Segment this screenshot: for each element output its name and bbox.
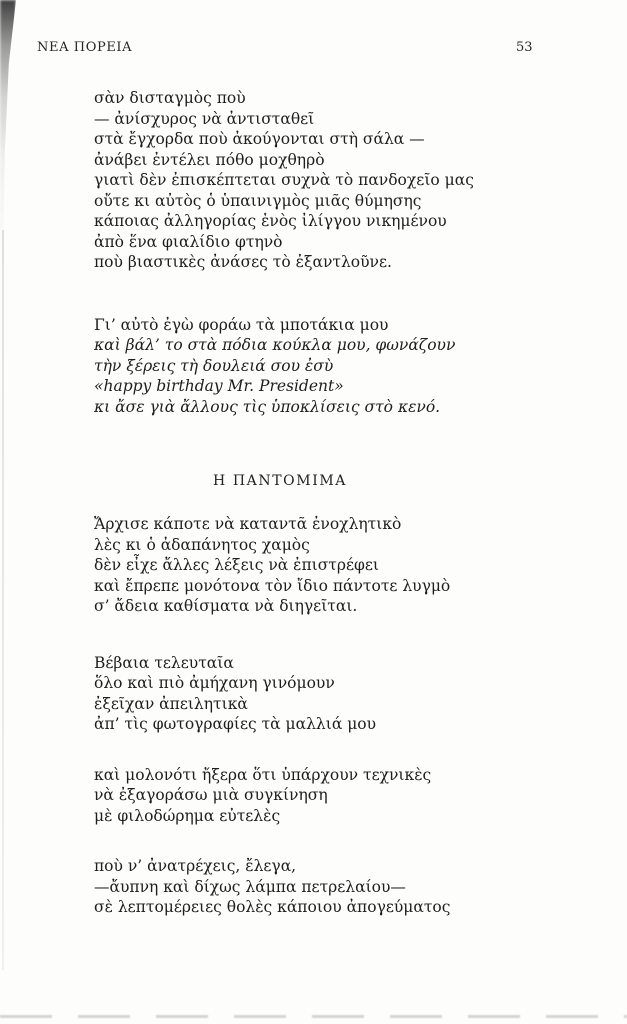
pantomime-stanza-2 bbox=[94, 653, 534, 735]
poem-fragment-stanza-1 bbox=[94, 88, 534, 273]
poem-line: ἐξεῖχαν ἀπειλητικὰ bbox=[94, 694, 248, 713]
poem-line: σ’ ἄδεια καθίσματα νὰ διηγεῖται. bbox=[94, 597, 358, 615]
poem-line: νὰ ἐξαγοράσω μιὰ συγκίνηση bbox=[94, 786, 328, 804]
poem-line: λὲς κι ὁ ἀδαπάνητος χαμὸς bbox=[94, 535, 310, 554]
poem-line: Ἄρχισε κάποτε νὰ καταντᾶ ἐνοχλητικὸ bbox=[94, 515, 402, 533]
poem-line: Γι’ αὐτὸ ἐγὼ φοράω τὰ μποτάκια μου bbox=[94, 315, 389, 334]
pantomime-stanza-3 bbox=[94, 765, 534, 827]
poem-line-quote: «happy birthday Mr. President» bbox=[94, 377, 344, 395]
poem-line: καὶ ἔπρεπε μονότονα τὸν ἴδιο πάντοτε λυγμὸ bbox=[94, 576, 451, 595]
poem-line: Βέβαια τελευταῖα bbox=[94, 653, 234, 672]
poem-line: κάποιας ἀλληγορίας ἑνὸς ἰλίγγου νικημένου bbox=[94, 212, 447, 230]
running-head-journal-title: ΝΕΑ ΠΟΡΕΙΑ bbox=[37, 40, 133, 55]
poem-line: ὅλο καὶ πιὸ ἀμήχανη γινόμουν bbox=[94, 674, 335, 692]
poem-line: καὶ μολονότι ἤξερα ὅτι ὑπάρχουν τεχνικὲς bbox=[94, 765, 432, 784]
poem-title: Η ΠΑΝΤΟΜΙΜΑ bbox=[213, 473, 347, 489]
poem-line: κι ἄσε γιὰ ἄλλους τὶς ὑποκλίσεις στὸ κενό. bbox=[94, 397, 441, 416]
pantomime-stanza-1 bbox=[94, 514, 534, 617]
poem-line: — ἀνίσχυρος νὰ ἀντισταθεῖ bbox=[94, 109, 315, 128]
poem-line: στὰ ἔγχορδα ποὺ ἀκούγονται στὴ σάλα — bbox=[94, 130, 425, 148]
book-spine-shadow bbox=[0, 0, 16, 255]
poem-line: τὴν ξέρεις τὴ δουλειά σου ἐσὺ bbox=[94, 356, 334, 375]
poem-line: καὶ βάλ’ το στὰ πόδια κούκλα μου, φωνάζουν bbox=[94, 336, 456, 354]
scan-bottom-artifact bbox=[0, 1015, 627, 1018]
poem-line: —ἄυπνη καὶ δίχως λάμπα πετρελαίου— bbox=[94, 877, 406, 896]
poem-line: σὲ λεπτομέρειες θολὲς κάποιου ἀπογεύματος bbox=[94, 898, 451, 916]
poem-line: ἀπὸ ἕνα φιαλίδιο φτηνὸ bbox=[94, 232, 283, 251]
poem-line: σὰν δισταγμὸς ποὺ bbox=[94, 89, 246, 107]
poem-line: ἀνάβει ἐντέλει πόθο μοχθηρὸ bbox=[94, 150, 325, 169]
page-edge-line bbox=[2, 230, 4, 970]
poem-line: ἀπ’ τὶς φωτογραφίες τὰ μαλλιά μου bbox=[94, 715, 377, 733]
pantomime-stanza-4 bbox=[94, 856, 534, 918]
poem-fragment-stanza-2 bbox=[94, 315, 534, 418]
poem-line: ποὺ ν’ ἀνατρέχεις, ἔλεγα, bbox=[94, 857, 297, 875]
poem-line: ποὺ βιαστικὲς ἀνάσες τὸ ἐξαντλοῦνε. bbox=[94, 253, 392, 271]
poem-line: δὲν εἶχε ἄλλες λέξεις νὰ ἐπιστρέφει bbox=[94, 556, 379, 574]
poem-line: γιατὶ δὲν ἐπισκέπτεται συχνὰ τὸ πανδοχεῖο μας bbox=[94, 171, 474, 189]
poem-text-block bbox=[94, 88, 534, 918]
page-number: 53 bbox=[516, 40, 533, 55]
poem-line: μὲ φιλοδώρημα εὐτελὲς bbox=[94, 806, 281, 825]
poem-line: οὔτε κι αὐτὸς ὁ ὑπαινιγμὸς μιᾶς θύμησης bbox=[94, 191, 422, 210]
